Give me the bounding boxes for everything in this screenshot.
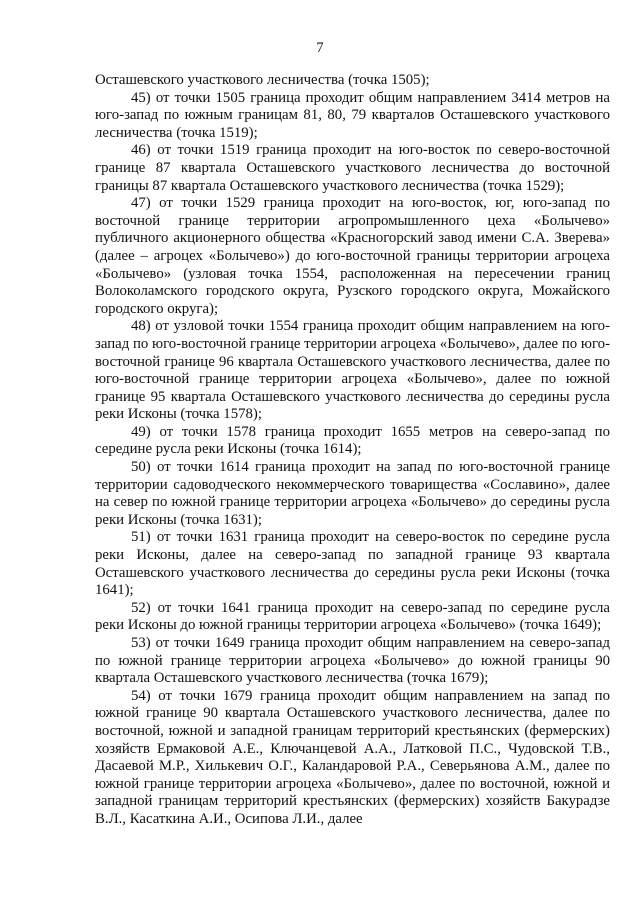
paragraph: 53) от точки 1649 граница проходит общим направлением на северо-запад по южной границе территории агроцеха «Болычево» до южной границы 90 квартала Осташевского участкового лесничества (точка 1679);: [95, 635, 610, 687]
paragraph: Осташевского участкового лесничества (точка 1505);: [95, 72, 430, 88]
paragraph: 48) от узловой точки 1554 граница проходит общим направлением на юго-запад по юго-восточной границе территории агроцеха «Болычево», далее по юго-восточной границе 96 квартала Осташевского участкового лесничества, далее по юго-восточной границе территории агроцеха «Болычево», далее по южной границе 95 квартала Осташевского участкового лесничества до середины русла реки Исконы (точка 1578);: [95, 318, 610, 423]
paragraph: 46) от точки 1519 граница проходит на юго-восток по северо-восточной границе 87 квартала Осташевского участкового лесничества до восточной границы 87 квартала Осташевского участкового лесничества (точка 1529);: [95, 142, 610, 194]
document-body: [95, 72, 610, 829]
paragraph: 54) от точки 1679 граница проходит общим направлением на запад по южной границе 90 квартала Осташевского участкового лесничества, далее по восточной, южной и западной границам территорий крестьянских (фермерских) хозяйств Ермаковой А.Е., Ключанцевой А.А., Латковой П.С., Чудовской Т.В., Дасаевой М.Р., Хилькевич О.Г., Каландаровой Р.А., Северьянова А.М., далее по южной границе территории агроцеха «Болычево», далее по восточной, южной и западной границам территорий крестьянских (фермерских) хозяйств Бакурадзе В.Л., Касаткина А.И., Осипова Л.И., далее: [95, 687, 610, 827]
paragraph: 45) от точки 1505 граница проходит общим направлением 3414 метров на юго-запад по южным границам 81, 80, 79 кварталов Осташевского участкового лесничества (точка 1519);: [95, 89, 610, 141]
paragraph: 52) от точки 1641 граница проходит на северо-запад по середине русла реки Исконы до южной границы территории агроцеха «Болычево» (точка 1649);: [95, 599, 610, 634]
page-number: 7: [316, 40, 324, 56]
paragraph: 49) от точки 1578 граница проходит 1655 метров на северо-запад по середине русла реки Исконы (точка 1614);: [95, 423, 610, 458]
paragraph: 51) от точки 1631 граница проходит на северо-восток по середине русла реки Исконы, далее на северо-запад по западной границе 93 квартала Осташевского участкового лесничества до середины русла реки Исконы (точка 1641);: [95, 529, 610, 599]
paragraph: 47) от точки 1529 граница проходит на юго-восток, юг, юго-запад по восточной границе территории агропромышленного цеха «Болычево» публичного акционерного общества «Красногорский завод имени С.А. Зверева» (далее – агроцех «Болычево») до юго-восточной границы территории агроцеха «Болычево» (узловая точка 1554, расположенная на пересечении границ Волоколамского городского округа, Рузского городского округа, Можайского городского округа);: [95, 195, 610, 317]
paragraph: 50) от точки 1614 граница проходит на запад по юго-восточной границе территории садоводческого некоммерческого товарищества «Сославино», далее на север по южной границе территории агроцеха «Болычево» до середины русла реки Исконы (точка 1631);: [95, 459, 610, 528]
